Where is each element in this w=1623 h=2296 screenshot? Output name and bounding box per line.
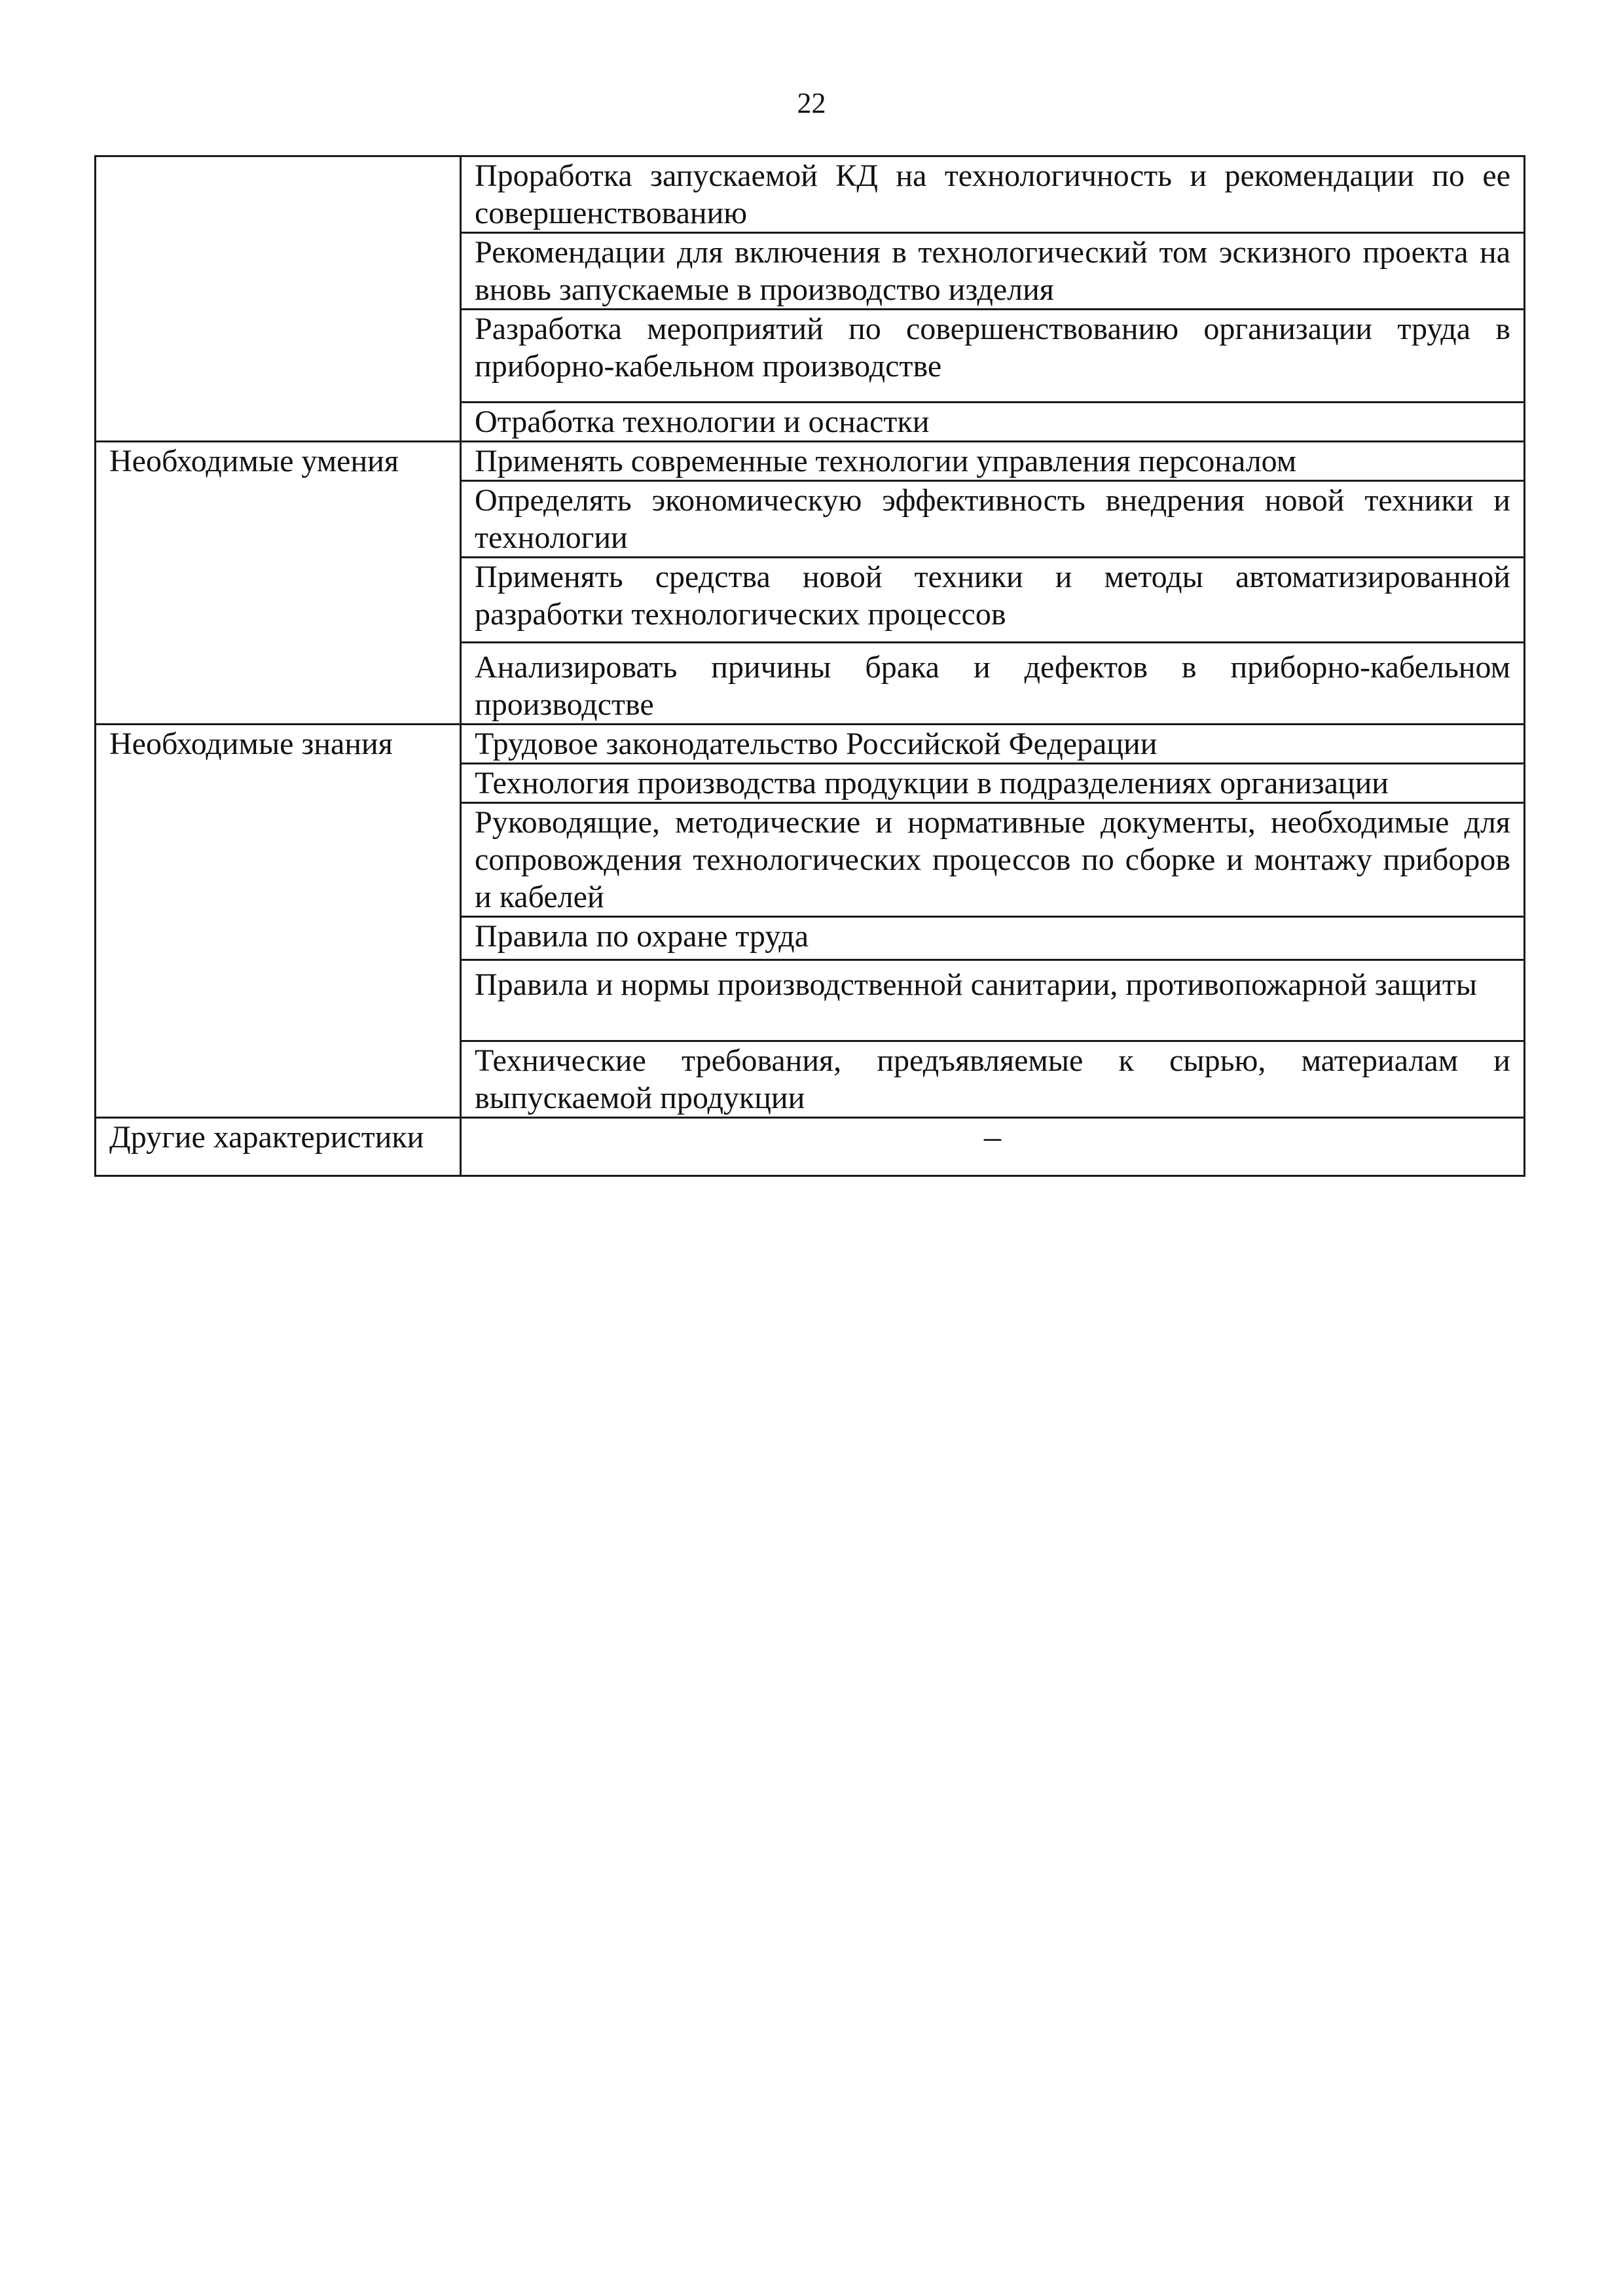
competency-table <box>94 155 1525 1177</box>
cell-text: Определять экономическую эффективность внедрения новой техники и технологии <box>461 481 1525 558</box>
cell-text: Правила по охране труда <box>461 917 1525 960</box>
cell-text: Рекомендации для включения в технологический том эскизного проекта на вновь запускаемые в производство изделия <box>461 233 1525 310</box>
cell-text: Проработка запускаемой КД на технологичность и рекомендации по ее совершенствованию <box>461 156 1525 233</box>
cell-text: Анализировать причины брака и дефектов в приборно-кабельном производстве <box>461 643 1525 725</box>
page-number: 22 <box>797 87 826 119</box>
cell-text: Применять современные технологии управления персоналом <box>461 442 1525 481</box>
table-row <box>96 442 1525 481</box>
cell-dash: – <box>461 1118 1525 1176</box>
table-row <box>96 725 1525 764</box>
cell-text: Правила и нормы производственной санитарии, противопожарной защиты <box>461 960 1525 1041</box>
row-label-skills: Необходимые умения <box>96 442 461 725</box>
cell-text: Отработка технологии и оснастки <box>461 403 1525 442</box>
row-label-labor-actions <box>96 156 461 442</box>
row-label-knowledge: Необходимые знания <box>96 725 461 1118</box>
cell-text: Технология производства продукции в подразделениях организации <box>461 764 1525 803</box>
table-row <box>96 156 1525 233</box>
cell-text: Разработка мероприятий по совершенствованию организации труда в приборно-кабельном производстве <box>461 310 1525 403</box>
cell-text: Трудовое законодательство Российской Федерации <box>461 725 1525 764</box>
row-label-other: Другие характеристики <box>96 1118 461 1176</box>
table-row <box>96 1118 1525 1176</box>
cell-text: Технические требования, предъявляемые к сырью, материалам и выпускаемой продукции <box>461 1041 1525 1118</box>
cell-text: Применять средства новой техники и методы автоматизированной разработки технологических процессов <box>461 558 1525 643</box>
cell-text: Руководящие, методические и нормативные документы, необходимые для сопровождения технологических процессов по сборке и монтажу приборов и кабелей <box>461 803 1525 917</box>
